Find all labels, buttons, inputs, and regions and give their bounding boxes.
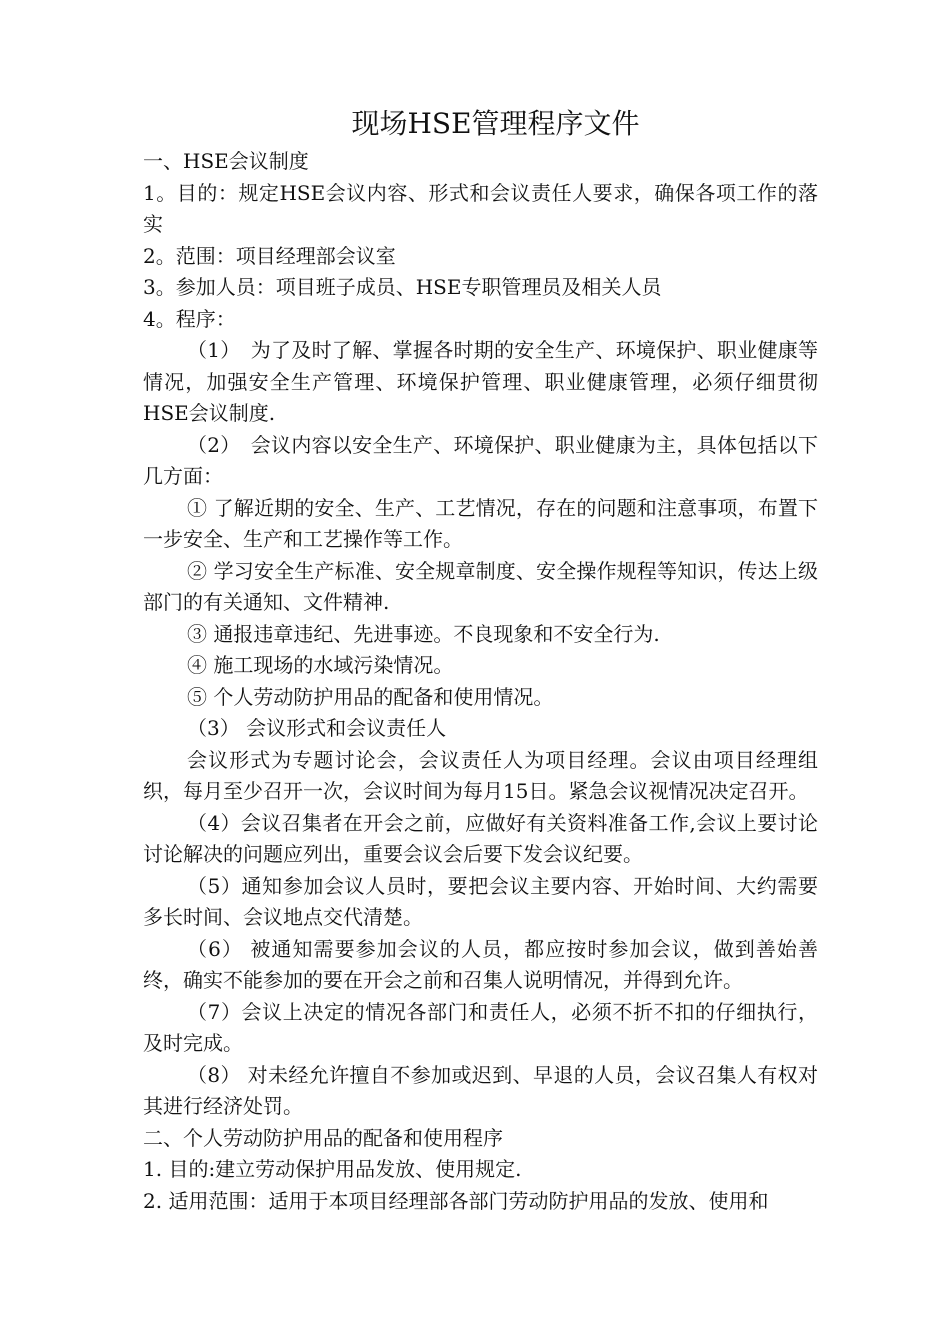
paragraph: （4）会议召集者在开会之前，应做好有关资料准备工作,会议上要讨论讨论解决的问题应列出，重要会议会后要下发会议纪要。: [143, 810, 818, 866]
paragraph: 2. 适用范围：适用于本项目经理部各部门劳动防护用品的发放、使用和: [143, 1188, 769, 1213]
paragraph: （8） 对未经允许擅自不参加或迟到、早退的人员，会议召集人有权对其进行经济处罚。: [143, 1062, 818, 1118]
list-item: ④ 施工现场的水域污染情况。: [187, 653, 454, 677]
paragraph: 2。范围：项目经理部会议室: [143, 243, 396, 268]
document-body: [143, 146, 818, 1217]
paragraph: 3。参加人员：项目班子成员、HSE专职管理员及相关人员: [143, 275, 662, 299]
paragraph: （3） 会议形式和会议责任人: [187, 716, 447, 740]
paragraph: 4。程序：: [143, 306, 236, 331]
paragraph: （1） 为了及时了解、掌握各时期的安全生产、环境保护、职业健康等情况，加强安全生产管理、环境保护管理、职业健康管理，必须仔细贯彻HSE会议制度.: [143, 338, 818, 425]
paragraph: 会议形式为专题讨论会，会议责任人为项目经理。会议由项目经理组织，每月至少召开一次，会议时间为每月15日。紧急会议视情况决定召开。: [143, 747, 818, 803]
paragraph: （6） 被通知需要参加会议的人员，都应按时参加会议，做到善始善终，确实不能参加的要在开会之前和召集人说明情况，并得到允许。: [143, 936, 818, 992]
paragraph: 1。目的：规定HSE会议内容、形式和会议责任人要求，确保各项工作的落实: [143, 180, 818, 236]
paragraph: 1. 目的:建立劳动保护用品发放、使用规定.: [143, 1157, 522, 1181]
section-heading: 二、个人劳动防护用品的配备和使用程序: [143, 1125, 503, 1150]
paragraph: （7）会议上决定的情况各部门和责任人，必须不折不扣的仔细执行，及时完成。: [143, 999, 818, 1055]
list-item: ① 了解近期的安全、生产、工艺情况，存在的问题和注意事项，布置下一步安全、生产和工艺操作等工作。: [143, 495, 818, 551]
paragraph: （5）通知参加会议人员时，要把会议主要内容、开始时间、大约需要多长时间、会议地点交代清楚。: [143, 873, 818, 929]
document-title: 现场HSE管理程序文件: [351, 107, 640, 140]
list-item: ② 学习安全生产标准、安全规章制度、安全操作规程等知识，传达上级部门的有关通知、文件精神.: [143, 558, 818, 614]
paragraph: （2） 会议内容以安全生产、环境保护、职业健康为主，具体包括以下几方面：: [143, 432, 818, 488]
list-item: ⑤ 个人劳动防护用品的配备和使用情况。: [187, 684, 554, 709]
section-heading: 一、HSE会议制度: [143, 149, 309, 173]
list-item: ③ 通报违章违纪、先进事迹。不良现象和不安全行为.: [187, 621, 660, 646]
